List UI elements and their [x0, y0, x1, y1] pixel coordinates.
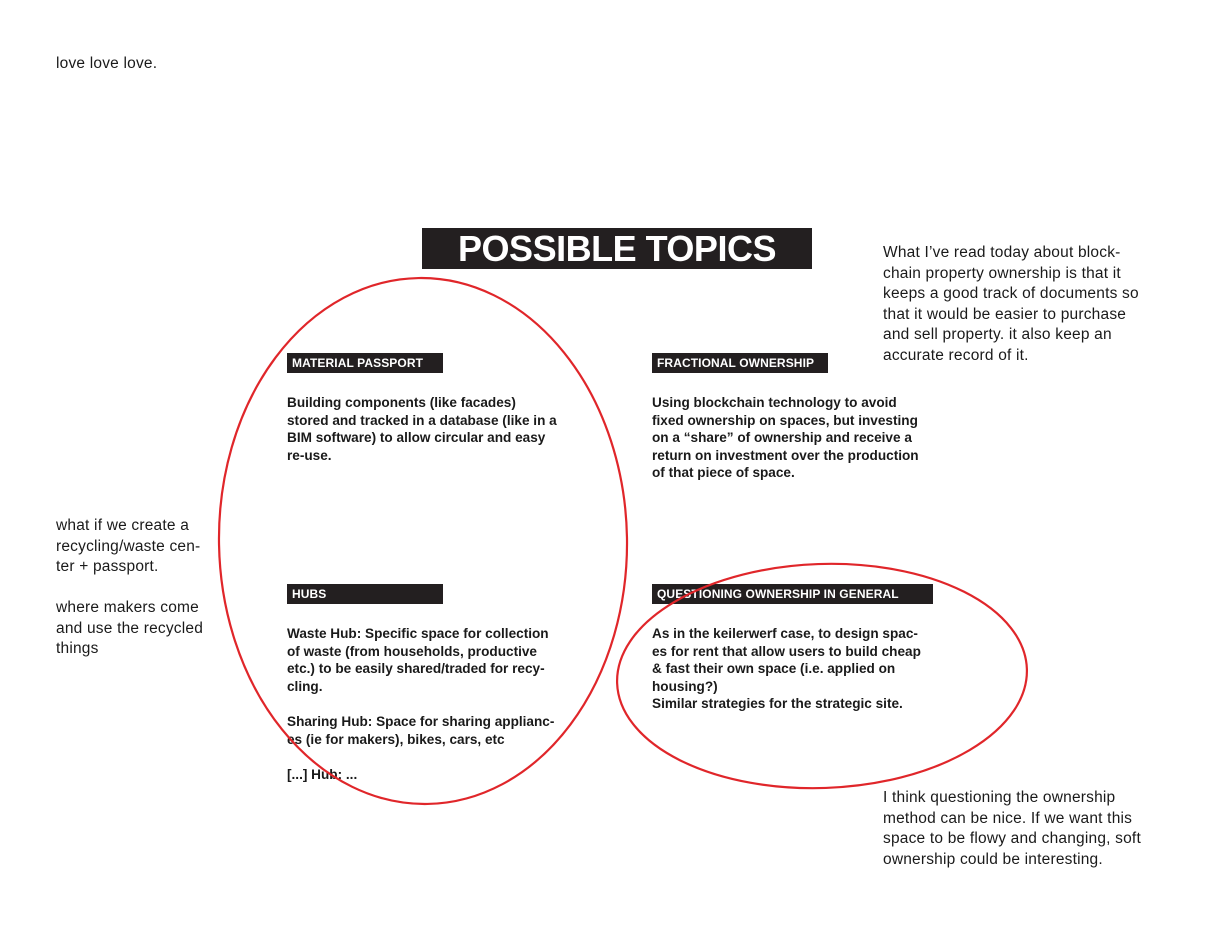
page-title-banner [422, 228, 812, 269]
comment-love: love love love. [56, 55, 158, 72]
label-hubs: HUBS [287, 584, 443, 604]
label-material-passport: MATERIAL PASSPORT [287, 353, 443, 373]
comment-ownership-method: I think questioning the ownership method can be nice. If we want this space to be flowy and changing, soft ownership could be interesting. [883, 789, 1141, 868]
comment-recycling-center: what if we create a recycling/waste cen- ter + passport. where makers come and use the recycled things [56, 517, 204, 657]
fractional-ownership-text: Using blockchain technology to avoid fixed ownership on spaces, but investing on a “share” of ownership and receive a return on investment over the production of that piece of space. [652, 395, 919, 480]
waste-hub-text: Waste Hub: Specific space for collection of waste (from households, productive etc.) to be easily shared/traded for recy- cling. [287, 626, 549, 694]
comment-blockchain-reading: What I’ve read today about block- chain property ownership is that it keeps a good track of documents so that it would be easier to purchase and sell property. it also keep an accurate record of it. [883, 244, 1139, 364]
questioning-ownership-text: As in the keilerwerf case, to design spac- es for rent that allow users to build cheap & fast their own space (i.e. applied on housing?) Similar strategies for the strategic site. [652, 626, 921, 711]
label-fractional-ownership: FRACTIONAL OWNERSHIP [652, 353, 828, 373]
label-questioning-ownership: QUESTIONING OWNERSHIP IN GENERAL [652, 584, 933, 604]
sharing-hub-text: Sharing Hub: Space for sharing applianc- es (ie for makers), bikes, cars, etc [287, 714, 555, 747]
page-title: POSSIBLE TOPICS [458, 227, 776, 269]
other-hub-text: [...] Hub: ... [287, 767, 358, 782]
material-passport-text: Building components (like facades) stored and tracked in a database (like in a BIM software) to allow circular and easy re-use. [287, 395, 557, 463]
